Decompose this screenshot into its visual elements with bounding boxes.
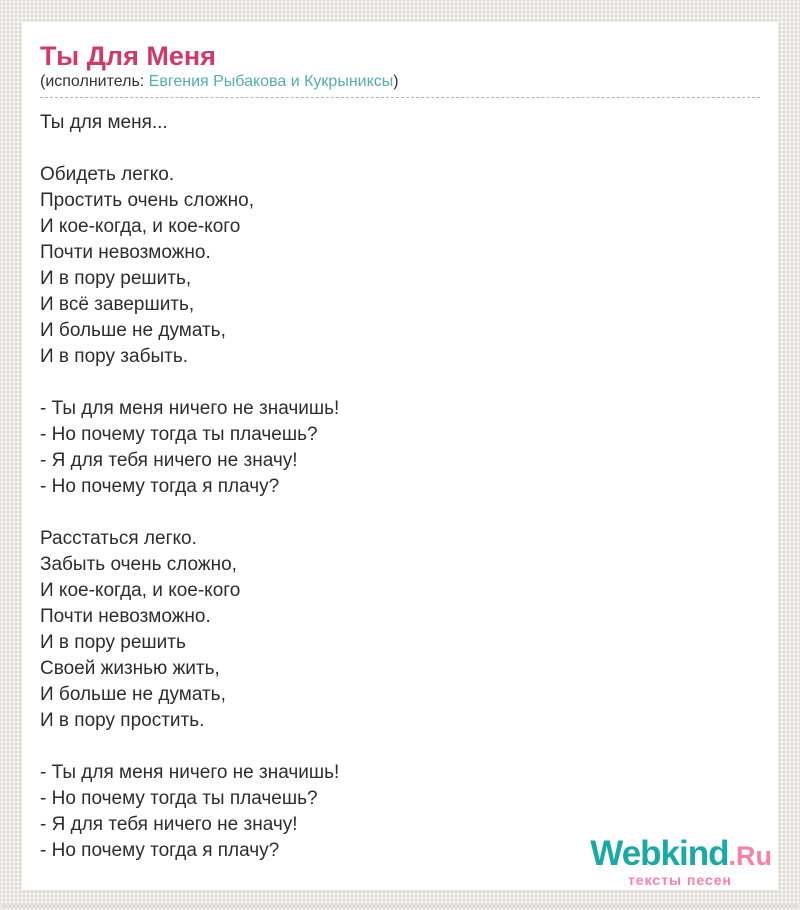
lyrics-line: И в пору простить. bbox=[40, 710, 205, 731]
lyrics-line bbox=[40, 500, 760, 526]
bottom-border-decoration bbox=[2, 905, 798, 907]
logo-tagline: тексты песен bbox=[627, 872, 732, 888]
lyrics-line: - Ты для меня ничего не значишь! bbox=[40, 398, 340, 419]
lyrics-line: Почти невозможно. bbox=[40, 242, 211, 263]
lyrics-line: Расстаться легко. bbox=[40, 528, 197, 549]
lyrics-line bbox=[40, 370, 760, 396]
lyrics-line: - Но почему тогда ты плачешь? bbox=[40, 788, 318, 809]
lyrics-line: - Я для тебя ничего не значу! bbox=[40, 814, 298, 835]
lyrics-line: И больше не думать, bbox=[40, 320, 226, 341]
lyrics-line bbox=[40, 734, 760, 760]
lyrics-line: И в пору решить, bbox=[40, 268, 192, 289]
lyrics-line: Ты для меня... bbox=[40, 112, 168, 133]
lyrics-text bbox=[40, 110, 760, 864]
artist-label: (исполнитель: bbox=[40, 73, 149, 90]
lyrics-line: И в пору решить bbox=[40, 632, 186, 653]
lyrics-line: - Я для тебя ничего не значу! bbox=[40, 450, 298, 471]
lyrics-line bbox=[40, 136, 760, 162]
lyrics-line: И в пору забыть. bbox=[40, 346, 188, 367]
lyrics-line: Простить очень сложно, bbox=[40, 190, 254, 211]
lyrics-line: И кое-когда, и кое-кого bbox=[40, 580, 241, 601]
lyrics-line: Почти невозможно. bbox=[40, 606, 211, 627]
lyrics-card bbox=[22, 22, 778, 890]
lyrics-line: - Ты для меня ничего не значишь! bbox=[40, 762, 340, 783]
artist-line-close: ) bbox=[393, 73, 399, 90]
lyrics-line: - Но почему тогда я плачу? bbox=[40, 476, 280, 497]
lyrics-line: Забыть очень сложно, bbox=[40, 554, 237, 575]
lyrics-line: - Но почему тогда я плачу? bbox=[40, 840, 280, 861]
logo-text-webkind: Webkind bbox=[590, 834, 729, 873]
artist-link[interactable]: Евгения Рыбакова и Кукрыниксы bbox=[148, 73, 394, 90]
song-title: Ты Для Меня bbox=[40, 41, 216, 71]
lyrics-line: И всё завершить, bbox=[40, 294, 195, 315]
webkind-logo[interactable] bbox=[580, 836, 772, 888]
artist-line bbox=[40, 72, 760, 98]
lyrics-line: Обидеть легко. bbox=[40, 164, 175, 185]
lyrics-line: Своей жизнью жить, bbox=[40, 658, 220, 679]
logo-text-ru: .Ru bbox=[728, 841, 772, 871]
lyrics-line: И больше не думать, bbox=[40, 684, 226, 705]
lyrics-line: - Но почему тогда ты плачешь? bbox=[40, 424, 318, 445]
lyrics-line: И кое-когда, и кое-кого bbox=[40, 216, 241, 237]
